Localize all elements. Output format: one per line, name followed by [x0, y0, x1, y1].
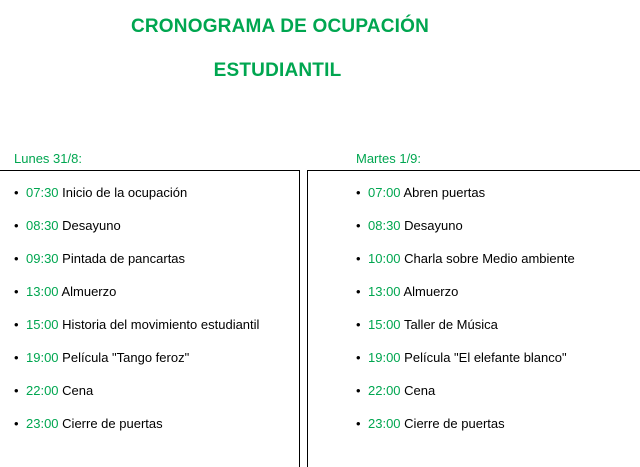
list-item [14, 251, 259, 284]
list-item [356, 218, 575, 251]
list-item [356, 284, 575, 317]
item-time: 15:00 [26, 317, 59, 332]
list-item [356, 251, 575, 284]
item-activity: Abren puertas [403, 185, 486, 200]
item-time: 10:00 [368, 251, 401, 266]
bullet-icon: • [356, 185, 361, 200]
item-activity: Cena [404, 383, 436, 398]
item-time: 19:00 [368, 350, 401, 365]
bullet-icon: • [356, 317, 361, 332]
item-time: 07:30 [26, 185, 59, 200]
item-activity: Película "El elefante blanco" [404, 350, 567, 365]
bullet-icon: • [356, 251, 361, 266]
list-item [14, 350, 259, 383]
item-activity: Desayuno [404, 218, 463, 233]
item-time: 23:00 [26, 416, 59, 431]
bullet-icon: • [356, 284, 361, 299]
tuesday-panel [307, 170, 640, 467]
bullet-icon: • [14, 284, 19, 299]
item-activity: Taller de Música [403, 317, 498, 332]
item-time: 22:00 [368, 383, 401, 398]
bullet-icon: • [356, 218, 361, 233]
tuesday-schedule-list [356, 185, 575, 449]
item-activity: Desayuno [62, 218, 121, 233]
list-item [14, 383, 259, 416]
list-item [356, 185, 575, 218]
bullet-icon: • [14, 218, 19, 233]
item-activity: Cierre de puertas [404, 416, 505, 431]
bullet-icon: • [14, 185, 19, 200]
item-activity: Pintada de pancartas [62, 251, 186, 266]
item-activity: Cena [62, 383, 94, 398]
item-activity: Charla sobre Medio ambiente [404, 251, 575, 266]
page-title-line-2: ESTUDIANTIL [213, 60, 342, 81]
bullet-icon: • [14, 251, 19, 266]
item-time: 22:00 [26, 383, 59, 398]
item-time: 13:00 [368, 284, 401, 299]
list-item [14, 284, 259, 317]
item-time: 09:30 [26, 251, 59, 266]
item-activity: Almuerzo [61, 284, 117, 299]
list-item [14, 218, 259, 251]
list-item [356, 350, 575, 383]
monday-panel [0, 170, 300, 467]
bullet-icon: • [14, 416, 19, 431]
monday-schedule-list [14, 185, 259, 449]
bullet-icon: • [14, 317, 19, 332]
item-activity: Historia del movimiento estudiantil [62, 317, 260, 332]
list-item [356, 317, 575, 350]
bullet-icon: • [14, 350, 19, 365]
item-activity: Película "Tango feroz" [62, 350, 190, 365]
item-activity: Cierre de puertas [62, 416, 163, 431]
bullet-icon: • [356, 350, 361, 365]
item-time: 19:00 [26, 350, 59, 365]
item-time: 13:00 [26, 284, 59, 299]
item-activity: Inicio de la ocupación [62, 185, 188, 200]
item-time: 15:00 [368, 317, 401, 332]
monday-label: Lunes 31/8: [14, 151, 82, 166]
item-time: 08:30 [368, 218, 401, 233]
item-activity: Almuerzo [403, 284, 459, 299]
list-item [356, 383, 575, 416]
list-item [356, 416, 575, 449]
bullet-icon: • [356, 416, 361, 431]
item-time: 07:00 [368, 185, 401, 200]
bullet-icon: • [356, 383, 361, 398]
tuesday-label: Martes 1/9: [356, 151, 422, 166]
list-item [14, 185, 259, 218]
item-time: 08:30 [26, 218, 59, 233]
page-title-line-1: CRONOGRAMA DE OCUPACIÓN [130, 16, 430, 37]
bullet-icon: • [14, 383, 19, 398]
list-item [14, 416, 259, 449]
list-item [14, 317, 259, 350]
item-time: 23:00 [368, 416, 401, 431]
